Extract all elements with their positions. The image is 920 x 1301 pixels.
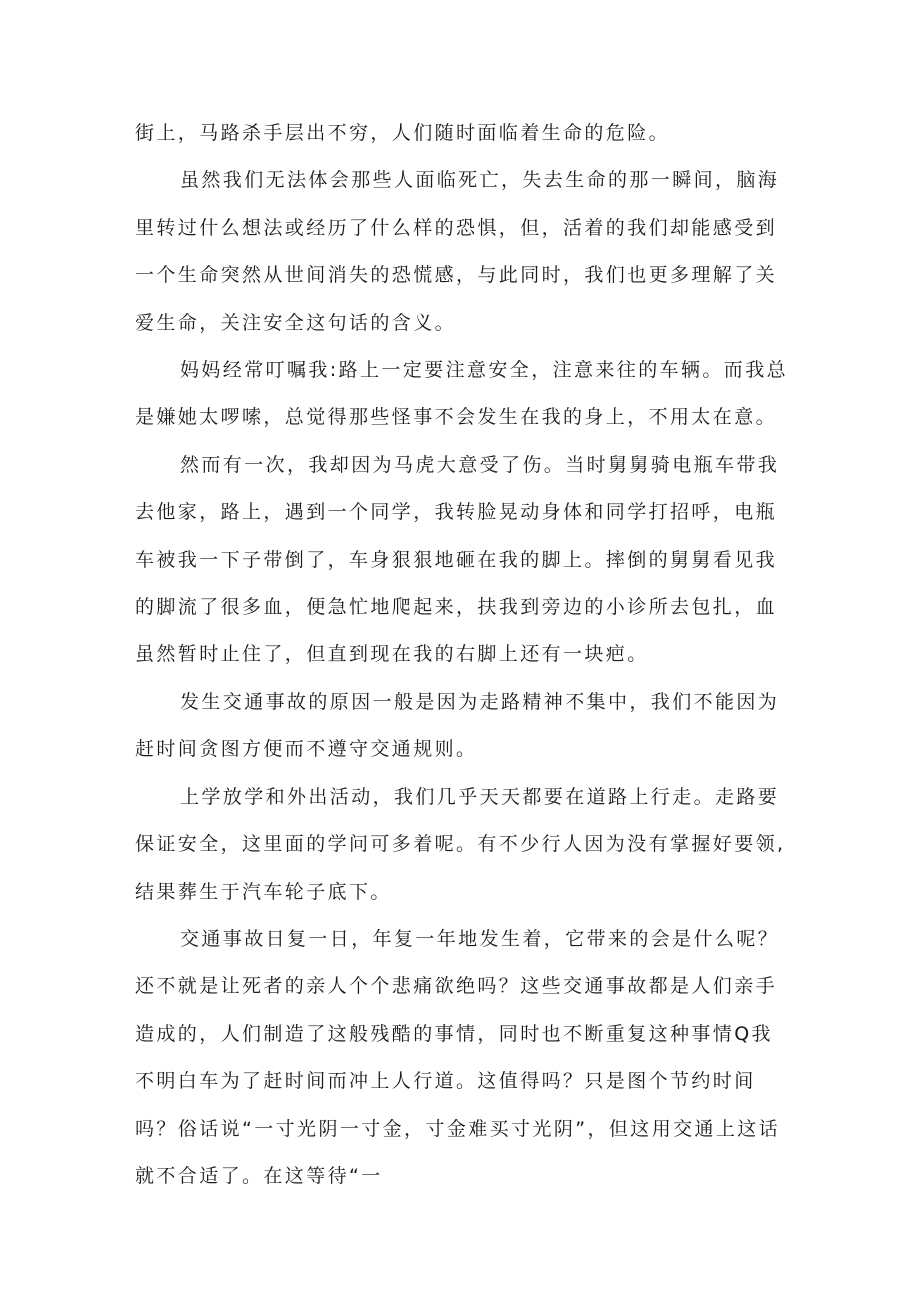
paragraph-2: 虽然我们无法体会那些人面临死亡，失去生命的那一瞬间，脑海里转过什么想法或经历了什么样的恐惧，但，活着的我们却能感受到一个生命突然从世间消失的恐慌感，与此同时，我们也更多理解了关爱生命，关注安全这句话的含义。 — [135, 169, 780, 334]
paragraph-5: 发生交通事故的原因一般是因为走路精神不集中，我们不能因为赶时间贪图方便而不遵守交通规则。 — [135, 690, 780, 761]
paragraph-1: 街上，马路杀手层出不穷，人们随时面临着生命的危险。 — [135, 122, 671, 144]
paragraph-3: 妈妈经常叮嘱我:路上一定要注意安全，注意来往的车辆。而我总是嫌她太啰嗦，总觉得那些怪事不会发生在我的身上，不用太在意。 — [135, 359, 789, 429]
document-body — [135, 110, 790, 1200]
paragraph-6: 上学放学和外出活动，我们几乎天天都要在道路上行走。走路要保证安全，这里面的学问可多着呢。有不少行人因为没有掌握好要领,结果葬生于汽车轮子底下。 — [135, 785, 786, 903]
paragraph-4: 然而有一次，我却因为马虎大意受了伤。当时舅舅骑电瓶车带我去他家，路上，遇到一个同学，我转脸晃动身体和同学打招呼，电瓶车被我一下子带倒了，车身狠狠地砸在我的脚上。摔倒的舅舅看见我的脚流了很多血，便急忙地爬起来，扶我到旁边的小诊所去包扎，血虽然暂时止住了，但直到现在我的右脚上还有一块疤。 — [135, 453, 780, 666]
paragraph-7: 交通事故日复一日，年复一年地发生着，它带来的会是什么呢？还不就是让死者的亲人个个悲痛欲绝吗？这些交通事故都是人们亲手造成的，人们制造了这般残酷的事情，同时也不断重复这种事情Q我不明白车为了赶时间而冲上人行道。这值得吗？只是图个节约时间吗？俗话说“一寸光阴一寸金，寸金难买寸光阴”，但这用交通上这话就不合适了。在这等待“一 — [135, 927, 781, 1187]
